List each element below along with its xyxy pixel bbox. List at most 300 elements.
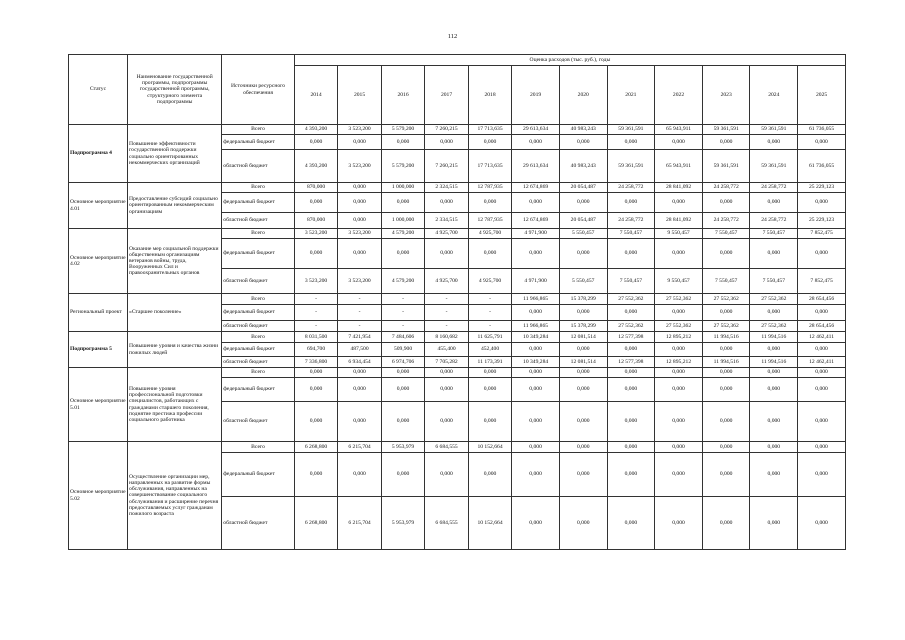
source-cell: федеральный бюджет bbox=[222, 135, 295, 150]
status-cell: Основное мероприятие 4.01 bbox=[69, 183, 128, 229]
value-cell: 0,000 bbox=[655, 193, 703, 213]
value-cell: 0,000 bbox=[559, 453, 607, 497]
value-cell: 0,000 bbox=[294, 368, 338, 378]
value-cell: 11 994,516 bbox=[750, 332, 798, 343]
value-cell: 0,000 bbox=[338, 135, 382, 150]
value-cell: 0,000 bbox=[798, 378, 846, 402]
value-cell: 11 994,516 bbox=[702, 332, 750, 343]
program-name-cell: Оказание мер социальной поддержки общественным организациям ветеранов войны, труда, Вооруженных Сил и правоохранительных органов bbox=[128, 229, 222, 294]
value-cell: 0,000 bbox=[559, 193, 607, 213]
value-cell: 0,000 bbox=[559, 402, 607, 442]
value-cell: 27 552,362 bbox=[750, 321, 798, 332]
header-year: 2014 bbox=[294, 66, 338, 125]
source-cell: областной бюджет bbox=[222, 150, 295, 183]
value-cell: 0,000 bbox=[655, 343, 703, 357]
value-cell: 4 579,200 bbox=[381, 229, 425, 239]
program-name-cell: Повышение уровня профессиональной подготовки специалистов, работающих с гражданами старшего поколения, поднятие престижа профессии социального работника bbox=[128, 368, 222, 442]
value-cell: 0,000 bbox=[798, 239, 846, 269]
value-cell: 6 215,704 bbox=[338, 497, 382, 550]
value-cell: 0,000 bbox=[750, 442, 798, 453]
value-cell: 0,000 bbox=[425, 378, 469, 402]
value-cell: 9 550,457 bbox=[655, 229, 703, 239]
value-cell: 25 229,123 bbox=[798, 183, 846, 193]
value-cell: 0,000 bbox=[512, 368, 560, 378]
value-cell: 6 934,454 bbox=[338, 357, 382, 368]
value-cell: 12 081,514 bbox=[559, 332, 607, 343]
value-cell: 0,000 bbox=[338, 453, 382, 497]
value-cell: 11 994,516 bbox=[702, 357, 750, 368]
status-cell: Основное мероприятие 4.02 bbox=[69, 229, 128, 294]
header-year: 2024 bbox=[750, 66, 798, 125]
value-cell: 3 523,200 bbox=[294, 229, 338, 239]
value-cell: 4 925,700 bbox=[425, 229, 469, 239]
value-cell: 0,000 bbox=[702, 497, 750, 550]
value-cell: 7 550,457 bbox=[607, 229, 655, 239]
value-cell: 0,000 bbox=[294, 378, 338, 402]
header-source: Источники ресурсного обеспечения bbox=[222, 55, 295, 125]
header-year: 2016 bbox=[381, 66, 425, 125]
value-cell: 12 577,398 bbox=[607, 332, 655, 343]
value-cell: 7 852,475 bbox=[798, 269, 846, 294]
value-cell: 694,700 bbox=[294, 343, 338, 357]
value-cell: 6 268,800 bbox=[294, 442, 338, 453]
value-cell: 0,000 bbox=[559, 368, 607, 378]
value-cell: - bbox=[381, 294, 425, 305]
value-cell: 0,000 bbox=[512, 305, 560, 321]
table-body bbox=[69, 125, 846, 550]
value-cell: 0,000 bbox=[798, 497, 846, 550]
value-cell: 0,000 bbox=[750, 135, 798, 150]
value-cell: 10 152,664 bbox=[468, 442, 512, 453]
header-year: 2015 bbox=[338, 66, 382, 125]
value-cell: 0,000 bbox=[381, 402, 425, 442]
value-cell: 0,000 bbox=[702, 239, 750, 269]
value-cell: 0,000 bbox=[702, 402, 750, 442]
value-cell: 12 577,398 bbox=[607, 357, 655, 368]
value-cell: 0,000 bbox=[512, 239, 560, 269]
value-cell: 0,000 bbox=[798, 442, 846, 453]
value-cell: 0,000 bbox=[655, 378, 703, 402]
value-cell: 4 579,200 bbox=[381, 269, 425, 294]
source-cell: федеральный бюджет bbox=[222, 305, 295, 321]
value-cell: 27 552,362 bbox=[607, 294, 655, 305]
value-cell: 870,000 bbox=[294, 213, 338, 229]
value-cell: 7 260,215 bbox=[425, 125, 469, 135]
value-cell: 3 523,200 bbox=[338, 269, 382, 294]
value-cell: 0,000 bbox=[425, 368, 469, 378]
value-cell: 12 674,869 bbox=[512, 213, 560, 229]
value-cell: 1 000,000 bbox=[381, 183, 425, 193]
value-cell: 7 550,457 bbox=[607, 269, 655, 294]
value-cell: 24 258,772 bbox=[702, 213, 750, 229]
header-name: Наименование государственной программы, подпрограммы государственной программы, структурного элемента подпрограммы bbox=[128, 55, 222, 125]
status-cell: Подпрограмма 4 bbox=[69, 125, 128, 183]
value-cell: 4 925,700 bbox=[468, 269, 512, 294]
value-cell: - bbox=[294, 294, 338, 305]
value-cell: 0,000 bbox=[750, 497, 798, 550]
source-cell: областной бюджет bbox=[222, 269, 295, 294]
value-cell: 1 000,000 bbox=[381, 213, 425, 229]
value-cell: 24 258,772 bbox=[702, 183, 750, 193]
value-cell: 7 260,215 bbox=[425, 150, 469, 183]
value-cell: 0,000 bbox=[655, 368, 703, 378]
value-cell: 0,000 bbox=[750, 193, 798, 213]
value-cell: 0,000 bbox=[607, 193, 655, 213]
value-cell: 40 983,243 bbox=[559, 125, 607, 135]
value-cell: 7 852,475 bbox=[798, 229, 846, 239]
value-cell: 29 613,634 bbox=[512, 125, 560, 135]
value-cell: 0,000 bbox=[607, 239, 655, 269]
value-cell: 0,000 bbox=[559, 135, 607, 150]
value-cell: 27 552,362 bbox=[607, 321, 655, 332]
value-cell: 0,000 bbox=[512, 402, 560, 442]
value-cell: 27 552,362 bbox=[702, 294, 750, 305]
value-cell: - bbox=[338, 294, 382, 305]
source-cell: Всего bbox=[222, 332, 295, 343]
value-cell: 870,000 bbox=[294, 183, 338, 193]
value-cell: 2 324,515 bbox=[425, 183, 469, 193]
program-name-cell: Осуществление организации мер, направленных на развитие формы обслуживания, направленных на совершенствование социального обслуживания и расширение перечня предоставляемых услуг гражданам пожилого возраста bbox=[128, 442, 222, 550]
value-cell: 7 550,457 bbox=[750, 269, 798, 294]
value-cell: 0,000 bbox=[798, 343, 846, 357]
value-cell: 6 974,706 bbox=[381, 357, 425, 368]
value-cell: 0,000 bbox=[559, 497, 607, 550]
value-cell: 0,000 bbox=[559, 239, 607, 269]
value-cell: - bbox=[381, 321, 425, 332]
value-cell: 59 361,591 bbox=[702, 125, 750, 135]
value-cell: 7 550,457 bbox=[702, 269, 750, 294]
value-cell: 0,000 bbox=[655, 442, 703, 453]
header-year: 2017 bbox=[425, 66, 469, 125]
value-cell: 0,000 bbox=[468, 453, 512, 497]
value-cell: 24 258,772 bbox=[750, 183, 798, 193]
value-cell: 28 841,092 bbox=[655, 183, 703, 193]
value-cell: 0,000 bbox=[512, 378, 560, 402]
value-cell: 12 787,935 bbox=[468, 213, 512, 229]
source-cell: областной бюджет bbox=[222, 357, 295, 368]
value-cell: - bbox=[338, 305, 382, 321]
source-cell: Всего bbox=[222, 125, 295, 135]
value-cell: 7 336,800 bbox=[294, 357, 338, 368]
value-cell: 3 523,200 bbox=[294, 269, 338, 294]
value-cell: 0,000 bbox=[798, 368, 846, 378]
value-cell: 0,000 bbox=[702, 453, 750, 497]
value-cell: - bbox=[425, 321, 469, 332]
value-cell: 27 552,362 bbox=[702, 321, 750, 332]
value-cell: 0,000 bbox=[798, 305, 846, 321]
header-year: 2018 bbox=[468, 66, 512, 125]
source-cell: областной бюджет bbox=[222, 321, 295, 332]
value-cell: 0,000 bbox=[512, 135, 560, 150]
value-cell: 12 674,869 bbox=[512, 183, 560, 193]
value-cell: 59 361,591 bbox=[607, 150, 655, 183]
value-cell: 0,000 bbox=[559, 378, 607, 402]
value-cell: 0,000 bbox=[294, 239, 338, 269]
value-cell: 0,000 bbox=[750, 378, 798, 402]
value-cell: 0,000 bbox=[381, 368, 425, 378]
table-row bbox=[69, 183, 846, 193]
value-cell: 5 953,979 bbox=[381, 442, 425, 453]
source-cell: Всего bbox=[222, 368, 295, 378]
value-cell: 0,000 bbox=[512, 343, 560, 357]
value-cell: 25 229,123 bbox=[798, 213, 846, 229]
value-cell: 12 895,212 bbox=[655, 332, 703, 343]
source-cell: федеральный бюджет bbox=[222, 378, 295, 402]
header-status: Статус bbox=[69, 55, 128, 125]
page-number: 112 bbox=[447, 33, 458, 40]
value-cell: 10 349,284 bbox=[512, 332, 560, 343]
value-cell: - bbox=[468, 294, 512, 305]
value-cell: 452,400 bbox=[468, 343, 512, 357]
table-row bbox=[69, 294, 846, 305]
value-cell: 0,000 bbox=[607, 497, 655, 550]
value-cell: 0,000 bbox=[607, 378, 655, 402]
value-cell: 0,000 bbox=[702, 135, 750, 150]
value-cell: 0,000 bbox=[338, 368, 382, 378]
value-cell: 0,000 bbox=[468, 135, 512, 150]
value-cell: 59 361,591 bbox=[607, 125, 655, 135]
value-cell: 5 579,200 bbox=[381, 150, 425, 183]
header-year: 2025 bbox=[798, 66, 846, 125]
value-cell: 6 684,555 bbox=[425, 442, 469, 453]
value-cell: 487,500 bbox=[338, 343, 382, 357]
source-cell: федеральный бюджет bbox=[222, 193, 295, 213]
value-cell: 27 552,362 bbox=[750, 294, 798, 305]
header-estimate: Оценка расходов (тыс. руб.), годы bbox=[294, 55, 845, 66]
value-cell: 3 523,200 bbox=[338, 125, 382, 135]
value-cell: 0,000 bbox=[607, 442, 655, 453]
source-cell: областной бюджет bbox=[222, 213, 295, 229]
value-cell: 0,000 bbox=[750, 453, 798, 497]
value-cell: 0,000 bbox=[294, 402, 338, 442]
value-cell: - bbox=[425, 294, 469, 305]
value-cell: 0,000 bbox=[702, 368, 750, 378]
value-cell: 0,000 bbox=[512, 497, 560, 550]
value-cell: - bbox=[468, 321, 512, 332]
value-cell: - bbox=[294, 321, 338, 332]
value-cell: 0,000 bbox=[559, 305, 607, 321]
source-cell: федеральный бюджет bbox=[222, 343, 295, 357]
value-cell: 20 054,487 bbox=[559, 183, 607, 193]
source-cell: федеральный бюджет bbox=[222, 239, 295, 269]
value-cell: 4 971,900 bbox=[512, 229, 560, 239]
value-cell: 20 054,487 bbox=[559, 213, 607, 229]
value-cell: 0,000 bbox=[655, 497, 703, 550]
value-cell: 0,000 bbox=[607, 368, 655, 378]
value-cell: 0,000 bbox=[655, 135, 703, 150]
value-cell: 0,000 bbox=[468, 239, 512, 269]
value-cell: 509,900 bbox=[381, 343, 425, 357]
value-cell: 24 258,772 bbox=[607, 213, 655, 229]
header-year: 2022 bbox=[655, 66, 703, 125]
value-cell: 15 378,299 bbox=[559, 321, 607, 332]
value-cell: 24 258,772 bbox=[607, 183, 655, 193]
value-cell: 0,000 bbox=[559, 343, 607, 357]
value-cell: 28 841,092 bbox=[655, 213, 703, 229]
value-cell: 0,000 bbox=[798, 402, 846, 442]
value-cell: 59 361,591 bbox=[702, 150, 750, 183]
value-cell: 0,000 bbox=[607, 343, 655, 357]
value-cell: 61 736,055 bbox=[798, 125, 846, 135]
value-cell: 0,000 bbox=[468, 368, 512, 378]
value-cell: 0,000 bbox=[702, 378, 750, 402]
value-cell: 61 736,055 bbox=[798, 150, 846, 183]
value-cell: 0,000 bbox=[294, 453, 338, 497]
value-cell: 11 994,516 bbox=[750, 357, 798, 368]
value-cell: 7 705,282 bbox=[425, 357, 469, 368]
value-cell: 0,000 bbox=[702, 343, 750, 357]
expenditure-table bbox=[68, 54, 846, 550]
value-cell: 0,000 bbox=[381, 239, 425, 269]
value-cell: 0,000 bbox=[338, 183, 382, 193]
value-cell: 4 393,200 bbox=[294, 150, 338, 183]
value-cell: 0,000 bbox=[425, 453, 469, 497]
value-cell: 11 625,791 bbox=[468, 332, 512, 343]
value-cell: 0,000 bbox=[338, 402, 382, 442]
value-cell: 6 268,800 bbox=[294, 497, 338, 550]
value-cell: 6 684,555 bbox=[425, 497, 469, 550]
table-row bbox=[69, 368, 846, 378]
value-cell: 0,000 bbox=[702, 305, 750, 321]
value-cell: - bbox=[338, 321, 382, 332]
value-cell: 0,000 bbox=[468, 378, 512, 402]
value-cell: 0,000 bbox=[425, 193, 469, 213]
value-cell: 0,000 bbox=[607, 135, 655, 150]
table-row bbox=[69, 229, 846, 239]
source-cell: областной бюджет bbox=[222, 402, 295, 442]
value-cell: 0,000 bbox=[750, 239, 798, 269]
value-cell: 0,000 bbox=[338, 193, 382, 213]
header-year: 2023 bbox=[702, 66, 750, 125]
value-cell: 0,000 bbox=[702, 442, 750, 453]
value-cell: 8 031,500 bbox=[294, 332, 338, 343]
value-cell: 40 983,243 bbox=[559, 150, 607, 183]
value-cell: 0,000 bbox=[702, 193, 750, 213]
value-cell: 0,000 bbox=[425, 239, 469, 269]
value-cell: 0,000 bbox=[798, 193, 846, 213]
value-cell: 12 787,935 bbox=[468, 183, 512, 193]
table-row bbox=[69, 442, 846, 453]
value-cell: 29 613,634 bbox=[512, 150, 560, 183]
source-cell: Всего bbox=[222, 229, 295, 239]
program-name-cell: Повышение уровня и качества жизни пожилых людей bbox=[128, 332, 222, 368]
value-cell: 12 462,411 bbox=[798, 332, 846, 343]
table-row bbox=[69, 332, 846, 343]
value-cell: 0,000 bbox=[468, 193, 512, 213]
source-cell: Всего bbox=[222, 183, 295, 193]
value-cell: 4 971,900 bbox=[512, 269, 560, 294]
value-cell: 0,000 bbox=[338, 213, 382, 229]
value-cell: 12 462,411 bbox=[798, 357, 846, 368]
value-cell: 7 550,457 bbox=[750, 229, 798, 239]
value-cell: 17 713,635 bbox=[468, 125, 512, 135]
value-cell: 9 550,457 bbox=[655, 269, 703, 294]
value-cell: 7 484,606 bbox=[381, 332, 425, 343]
value-cell: 59 361,591 bbox=[750, 125, 798, 135]
source-cell: федеральный бюджет bbox=[222, 453, 295, 497]
value-cell: 3 523,200 bbox=[338, 229, 382, 239]
value-cell: 0,000 bbox=[798, 135, 846, 150]
value-cell: 11 173,391 bbox=[468, 357, 512, 368]
value-cell: 0,000 bbox=[338, 239, 382, 269]
value-cell: 0,000 bbox=[750, 343, 798, 357]
value-cell: 8 160,682 bbox=[425, 332, 469, 343]
value-cell: 3 523,200 bbox=[338, 150, 382, 183]
table-row bbox=[69, 125, 846, 135]
value-cell: 0,000 bbox=[655, 239, 703, 269]
value-cell: 0,000 bbox=[468, 402, 512, 442]
value-cell: - bbox=[468, 305, 512, 321]
source-cell: Всего bbox=[222, 294, 295, 305]
value-cell: 5 953,979 bbox=[381, 497, 425, 550]
value-cell: 0,000 bbox=[655, 402, 703, 442]
status-cell: Региональный проект bbox=[69, 294, 128, 332]
value-cell: 7 550,457 bbox=[702, 229, 750, 239]
value-cell: - bbox=[381, 305, 425, 321]
value-cell: 7 421,954 bbox=[338, 332, 382, 343]
value-cell: 0,000 bbox=[798, 453, 846, 497]
value-cell: 27 552,362 bbox=[655, 294, 703, 305]
value-cell: 65 943,911 bbox=[655, 150, 703, 183]
value-cell: 0,000 bbox=[559, 442, 607, 453]
header-year: 2019 bbox=[512, 66, 560, 125]
value-cell: 12 895,212 bbox=[655, 357, 703, 368]
value-cell: 5 550,457 bbox=[559, 269, 607, 294]
status-cell: Подпрограмма 5 bbox=[69, 332, 128, 368]
value-cell: 15 378,299 bbox=[559, 294, 607, 305]
value-cell: 0,000 bbox=[381, 378, 425, 402]
value-cell: 0,000 bbox=[750, 368, 798, 378]
value-cell: 6 215,704 bbox=[338, 442, 382, 453]
value-cell: 11 966,865 bbox=[512, 321, 560, 332]
value-cell: 0,000 bbox=[655, 453, 703, 497]
program-name-cell: «Старшее поколение» bbox=[128, 294, 222, 332]
value-cell: - bbox=[425, 305, 469, 321]
value-cell: 0,000 bbox=[607, 402, 655, 442]
value-cell: 0,000 bbox=[381, 453, 425, 497]
value-cell: 24 258,772 bbox=[750, 213, 798, 229]
value-cell: 2 334,515 bbox=[425, 213, 469, 229]
source-cell: областной бюджет bbox=[222, 497, 295, 550]
value-cell: 0,000 bbox=[381, 135, 425, 150]
header-year: 2020 bbox=[559, 66, 607, 125]
value-cell: 4 393,200 bbox=[294, 125, 338, 135]
program-name-cell: Повышение эффективности государственной поддержки социально ориентированных некоммерческих организаций bbox=[128, 125, 222, 183]
source-cell: Всего bbox=[222, 442, 295, 453]
value-cell: 0,000 bbox=[294, 135, 338, 150]
value-cell: 4 925,700 bbox=[425, 269, 469, 294]
value-cell: 0,000 bbox=[338, 378, 382, 402]
value-cell: 65 943,911 bbox=[655, 125, 703, 135]
value-cell: 0,000 bbox=[655, 305, 703, 321]
program-name-cell: Предоставление субсидий социально ориентированным некоммерческим организациям bbox=[128, 183, 222, 229]
value-cell: 0,000 bbox=[425, 402, 469, 442]
value-cell: 0,000 bbox=[607, 453, 655, 497]
status-cell: Основное мероприятие 5.02 bbox=[69, 442, 128, 550]
value-cell: 455,400 bbox=[425, 343, 469, 357]
status-cell: Основное мероприятие 5.01 bbox=[69, 368, 128, 442]
value-cell: 0,000 bbox=[512, 193, 560, 213]
value-cell: 0,000 bbox=[512, 453, 560, 497]
value-cell: 59 361,591 bbox=[750, 150, 798, 183]
value-cell: 0,000 bbox=[750, 402, 798, 442]
value-cell: 28 654,456 bbox=[798, 321, 846, 332]
value-cell: 10 349,284 bbox=[512, 357, 560, 368]
value-cell: 0,000 bbox=[425, 135, 469, 150]
value-cell: 0,000 bbox=[512, 442, 560, 453]
value-cell: 0,000 bbox=[750, 305, 798, 321]
value-cell: 28 654,456 bbox=[798, 294, 846, 305]
